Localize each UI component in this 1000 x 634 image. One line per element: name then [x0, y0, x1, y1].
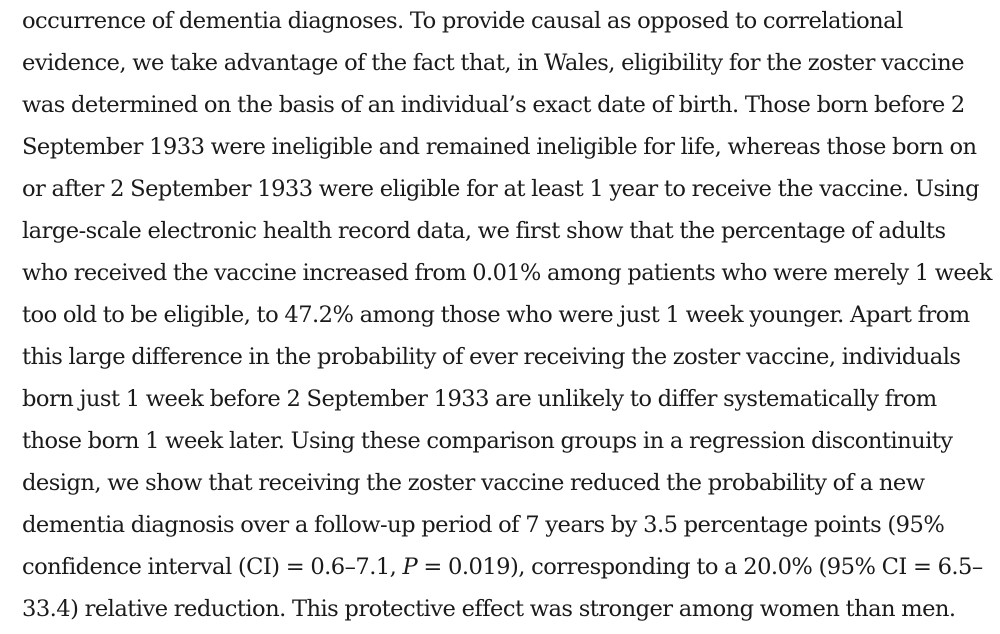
- text-line-4: September 1933 were ineligible and remained ineligible for life, whereas those born on: [22, 134, 977, 160]
- text-line-5: or after 2 September 1933 were eligible for at least 1 year to receive the vaccine. Using: [22, 176, 980, 202]
- text-line-12: design, we show that receiving the zoster vaccine reduced the probability of a new: [22, 470, 925, 496]
- p-value-symbol: P: [402, 554, 418, 580]
- text-line-3: was determined on the basis of an individual’s exact date of birth. Those born before 2: [22, 92, 965, 118]
- text-line-13: dementia diagnosis over a follow-up period of 7 years by 3.5 percentage points (95%: [22, 512, 945, 538]
- text-line-7: who received the vaccine increased from 0.01% among patients who were merely 1 week: [22, 260, 992, 286]
- text-line-10: born just 1 week before 2 September 1933 are unlikely to differ systematically from: [22, 386, 937, 412]
- text-line-2: evidence, we take advantage of the fact that, in Wales, eligibility for the zoster vaccine: [22, 50, 964, 76]
- text-line-9: this large difference in the probability of ever receiving the zoster vaccine, individuals: [22, 344, 961, 370]
- text-line-14-part-1: confidence interval (CI) = 0.6–7.1,: [22, 554, 403, 580]
- text-line-14: [22, 556, 983, 579]
- article-text: [22, 0, 992, 634]
- text-line-6: large-scale electronic health record data, we first show that the percentage of adults: [22, 218, 946, 244]
- text-line-14-part-2: = 0.019), corresponding to a 20.0% (95% CI = 6.5–: [417, 554, 983, 580]
- text-line-15: 33.4) relative reduction. This protective effect was stronger among women than men.: [22, 596, 956, 622]
- text-line-1: occurrence of dementia diagnoses. To provide causal as opposed to correlational: [22, 8, 903, 34]
- text-line-8: too old to be eligible, to 47.2% among those who were just 1 week younger. Apart from: [22, 302, 970, 328]
- text-line-11: those born 1 week later. Using these comparison groups in a regression discontinuity: [22, 428, 953, 454]
